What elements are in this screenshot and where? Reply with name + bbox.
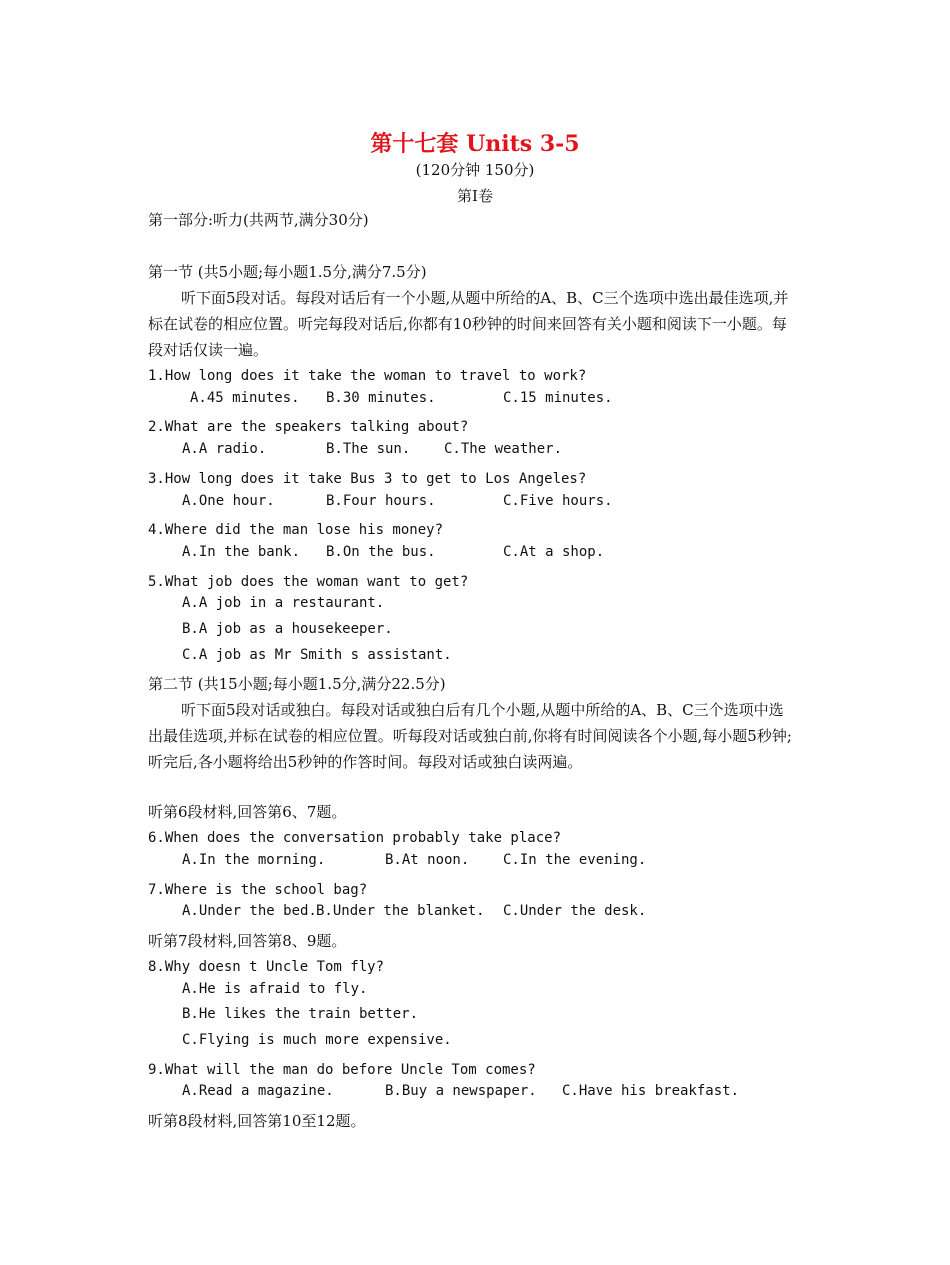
question-8-option-c: C.Flying is much more expensive. — [182, 1032, 452, 1048]
material-8-note: 听第8段材料,回答第10至12题。 — [148, 1112, 366, 1130]
question-1-option-c: C.15 minutes. — [503, 390, 613, 406]
question-2-option-b: B.The sun. — [326, 441, 411, 457]
question-5-stem: 5.What job does the woman want to get? — [148, 574, 469, 590]
question-5-option-b: B.A job as a housekeeper. — [182, 621, 393, 637]
material-7-note: 听第7段材料,回答第8、9题。 — [148, 932, 347, 950]
section1-instructions: 听下面5段对话。每段对话后有一个小题,从题中所给的A、B、C三个选项中选出最佳选项,并标在试卷的相应位置。听完每段对话后,你都有10秒钟的时间来回答有关小题和阅读下一小题。每段对话仅读一遍。 — [148, 289, 789, 359]
question-7-stem: 7.Where is the school bag? — [148, 882, 368, 898]
section2-instructions: 听下面5段对话或独白。每段对话或独白后有几个小题,从题中所给的A、B、C三个选项中选出最佳选项,并标在试卷的相应位置。听每段对话或独白前,你将有时间阅读各个小题,每小题5秒钟;听完后,各小题将给出5秒钟的作答时间。每段对话或独白读两遍。 — [148, 701, 792, 771]
question-6-option-b: B.At noon. — [385, 852, 470, 868]
question-1-option-a: A.45 minutes. — [190, 390, 300, 406]
question-3-stem: 3.How long does it take Bus 3 to get to Los Angeles? — [148, 471, 587, 487]
question-4-option-b: B.On the bus. — [326, 544, 436, 560]
question-6-option-c: C.In the evening. — [503, 852, 647, 868]
exam-time-score: (120分钟 150分) — [415, 161, 535, 179]
question-3-option-c: C.Five hours. — [503, 493, 613, 509]
question-8-option-b: B.He likes the train better. — [182, 1006, 419, 1022]
section1-heading: 第一节 (共5小题;每小题1.5分,满分7.5分) — [148, 263, 427, 281]
question-9-option-c: C.Have his breakfast. — [562, 1083, 740, 1099]
question-4-stem: 4.Where did the man lose his money? — [148, 522, 444, 538]
question-2-stem: 2.What are the speakers talking about? — [148, 419, 469, 435]
question-4-option-c: C.At a shop. — [503, 544, 605, 560]
exam-title: 第十七套 Units 3-5 — [370, 131, 580, 157]
question-6-stem: 6.When does the conversation probably take place? — [148, 830, 562, 846]
part1-heading: 第一部分:听力(共两节,满分30分) — [148, 211, 369, 229]
question-6-option-a: A.In the morning. — [182, 852, 326, 868]
question-8-option-a: A.He is afraid to fly. — [182, 981, 368, 997]
question-3-option-b: B.Four hours. — [326, 493, 436, 509]
question-4-option-a: A.In the bank. — [182, 544, 301, 560]
question-7-option-c: C.Under the desk. — [503, 903, 647, 919]
volume-label: 第Ⅰ卷 — [457, 187, 493, 205]
question-9-stem: 9.What will the man do before Uncle Tom comes? — [148, 1062, 536, 1078]
question-7-option-a: A.Under the bed. — [182, 903, 317, 919]
question-1-stem: 1.How long does it take the woman to travel to work? — [148, 368, 587, 384]
question-9-option-b: B.Buy a newspaper. — [385, 1083, 537, 1099]
question-5-option-c: C.A job as Mr Smith s assistant. — [182, 647, 452, 663]
question-2-option-c: C.The weather. — [444, 441, 563, 457]
section2-heading: 第二节 (共15小题;每小题1.5分,满分22.5分) — [148, 675, 446, 693]
question-9-option-a: A.Read a magazine. — [182, 1083, 334, 1099]
material-6-note: 听第6段材料,回答第6、7题。 — [148, 803, 347, 821]
question-7-option-b: B.Under the blanket. — [316, 903, 485, 919]
question-1-option-b: B.30 minutes. — [326, 390, 436, 406]
question-8-stem: 8.Why doesn t Uncle Tom fly? — [148, 959, 385, 975]
question-5-option-a: A.A job in a restaurant. — [182, 595, 385, 611]
question-2-option-a: A.A radio. — [182, 441, 267, 457]
question-3-option-a: A.One hour. — [182, 493, 275, 509]
